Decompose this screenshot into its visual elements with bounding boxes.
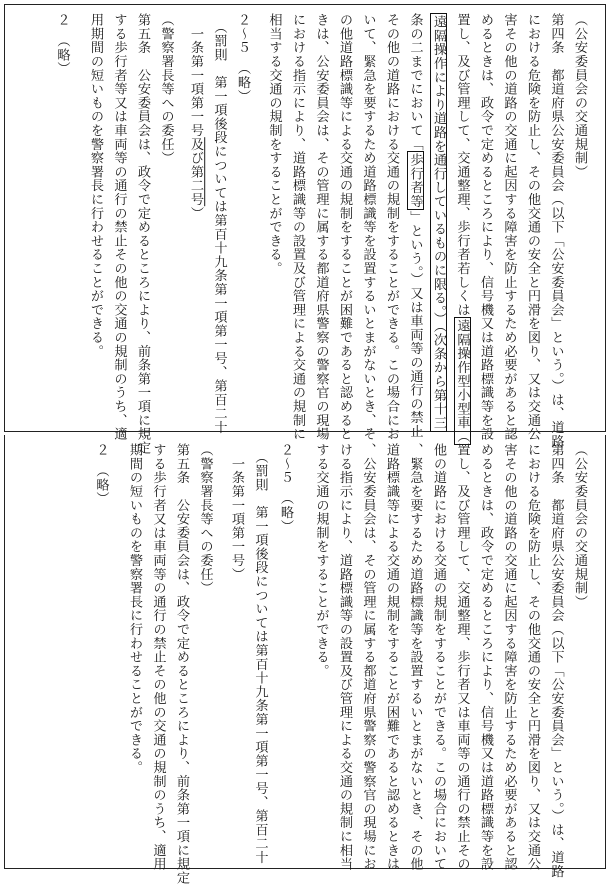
text-segment: 相当する交通の規制をすることができる。 — [266, 13, 282, 276]
top-text-column — [568, 13, 590, 179]
bottom-text-column — [474, 443, 496, 871]
current-text-panel — [4, 435, 606, 885]
text-segment: その他の道路における交通の規制をすることができる。この場合にお — [384, 13, 399, 441]
text-segment: いて、緊急を要するため道路標識等を設置するいとまがないとき、そ — [360, 13, 376, 441]
text-segment: ける指示により、道路標識等の設置及び管理による交通の規制に相当 — [337, 443, 352, 871]
top-text-column — [333, 13, 355, 441]
text-segment: する歩行者又は車両等の通行の禁止その他の交通の規制のうち、適用 — [150, 443, 166, 871]
text-segment: する交通の規制をすることができる。 — [313, 443, 329, 678]
text-segment: きは、公安委員会は、その管理に属する都道府県警察の警察官の現場 — [313, 13, 329, 441]
bottom-text-column — [521, 443, 543, 871]
text-segment: 置し、及び管理して、交通整理、歩行者又は車両等の通行の禁止その — [454, 443, 470, 871]
text-segment: （公安委員会の交通規制） — [572, 443, 587, 609]
bottom-text-column — [357, 443, 379, 871]
text-segment: ２～５ （略） — [278, 443, 293, 533]
text-segment: ） — [188, 206, 203, 221]
text-segment: めるときは、政令で定めるところにより、信号機又は道路標識等を設 — [478, 443, 493, 871]
top-text-column — [51, 13, 73, 75]
text-segment: ２ （略） — [54, 13, 70, 76]
text-segment: 一条第一項第一号 — [188, 13, 203, 138]
text-segment: （罰則 第一項後段については第百十九条第一項第一号、第百二十 — [211, 13, 227, 435]
bottom-text-column — [147, 443, 169, 871]
text-segment: における危険を防止し、その他交通の安全と円滑を図り、又は交通公 — [525, 13, 540, 441]
amended-boxed-text: 遠隔操作型小型車（ — [454, 318, 470, 443]
text-segment: 置し、及び管理して、交通整理、歩行者若しくは — [454, 13, 470, 317]
text-segment: （警察署長等への委任） — [158, 13, 174, 165]
top-text-column — [184, 13, 206, 220]
bottom-text-column — [249, 443, 271, 864]
text-segment: における指示により、道路標識等の設置及び管理による交通の規制に — [290, 13, 305, 441]
bottom-text-column — [90, 443, 112, 505]
text-segment: 用期間の短いものを警察署長に行わせることができる。 — [88, 13, 103, 358]
text-segment: ２ （略） — [93, 443, 109, 506]
top-text-column — [231, 13, 253, 103]
text-segment: 条の二までにおいて「 — [407, 13, 423, 151]
text-segment: 、緊急を要するため道路標識等を設置するいとまがないとき、その他 — [407, 443, 423, 871]
top-text-column — [427, 13, 449, 432]
text-segment: めるときは、政令で定めるところにより、信号機又は道路標識等を設 — [478, 13, 493, 441]
text-segment: 一条第一項第一号） — [229, 443, 244, 581]
bottom-text-column — [545, 443, 567, 878]
text-segment: する歩行者等又は車両等の通行の禁止その他の交通の規制のうち、適 — [111, 13, 127, 441]
text-segment: における危険を防止し、その他交通の安全と円滑を図り、又は交通公 — [525, 443, 540, 871]
text-segment: 、公安委員会は、その管理に属する都道府県警察の警察官の現場にお — [360, 443, 376, 871]
bottom-text-column — [451, 443, 473, 871]
top-text-column — [498, 13, 520, 441]
bottom-text-column — [194, 443, 216, 595]
text-segment: 第五条 公安委員会は、政令で定めるところにより、前条第一項に規定 — [174, 443, 189, 885]
bottom-text-column — [568, 443, 590, 609]
top-text-column — [155, 13, 177, 165]
top-text-column — [404, 13, 426, 438]
text-segment: （罰則 第一項後段については第百十九条第一項第一号、第百二十 — [252, 443, 268, 865]
bottom-text-column — [404, 443, 426, 871]
top-text-column — [263, 13, 285, 275]
text-segment: 第五条 公安委員会は、政令で定めるところにより、前条第一項に規定 — [135, 13, 150, 455]
top-text-column — [380, 13, 402, 441]
top-text-column — [451, 13, 473, 445]
text-segment: （公安委員会の交通規制） — [572, 13, 587, 179]
amended-boxed-text: 遠隔操作により道路を通行しているものに限る。）（次条から第十三 — [431, 15, 446, 430]
top-text-column — [108, 13, 130, 441]
text-segment: 道路標識等による交通の規制をすることが困難であると認めるときは — [384, 443, 399, 871]
text-segment: 」という。）又は車両等の通行の禁止 — [407, 210, 423, 439]
top-text-column — [474, 13, 496, 441]
top-text-column — [545, 13, 567, 448]
bottom-text-column — [333, 443, 355, 871]
text-segment: ２～５ （略） — [235, 13, 250, 103]
top-text-column — [84, 13, 106, 358]
top-text-column — [208, 13, 230, 434]
top-text-column — [521, 13, 543, 441]
bottom-text-column — [225, 443, 247, 581]
text-segment: 第四条 都道府県公安委員会（以下「公安委員会」という。）は、道路 — [548, 443, 564, 878]
bottom-text-column — [380, 443, 402, 871]
amended-boxed-text: 歩行者等 — [407, 153, 423, 209]
amended-underlined-text: 及び第二号 — [188, 137, 203, 207]
top-text-column — [310, 13, 332, 441]
top-text-column — [131, 13, 153, 455]
bottom-text-column — [427, 443, 449, 871]
bottom-text-column — [498, 443, 520, 871]
bottom-text-column — [310, 443, 332, 678]
bottom-text-column — [170, 443, 192, 885]
text-segment: 害その他の道路の交通に起因する障害を防止するため必要があると認 — [501, 443, 517, 871]
text-segment: （警察署長等への委任） — [197, 443, 213, 595]
revised-text-panel — [4, 4, 606, 455]
text-segment: の他道路標識等による交通の規制をすることが困難であると認めると — [337, 13, 352, 441]
top-text-column — [286, 13, 308, 441]
top-text-column — [357, 13, 379, 441]
text-segment: 他の道路における交通の規制をすることができる。この場合において — [431, 443, 446, 871]
text-segment: 第四条 都道府県公安委員会（以下「公安委員会」という。）は、道路 — [548, 13, 564, 448]
bottom-text-column — [123, 443, 145, 774]
text-segment: 期間の短いものを警察署長に行わせることができる。 — [127, 443, 142, 775]
bottom-text-column — [274, 443, 296, 533]
text-segment: 害その他の道路の交通に起因する障害を防止するため必要があると認 — [501, 13, 517, 441]
